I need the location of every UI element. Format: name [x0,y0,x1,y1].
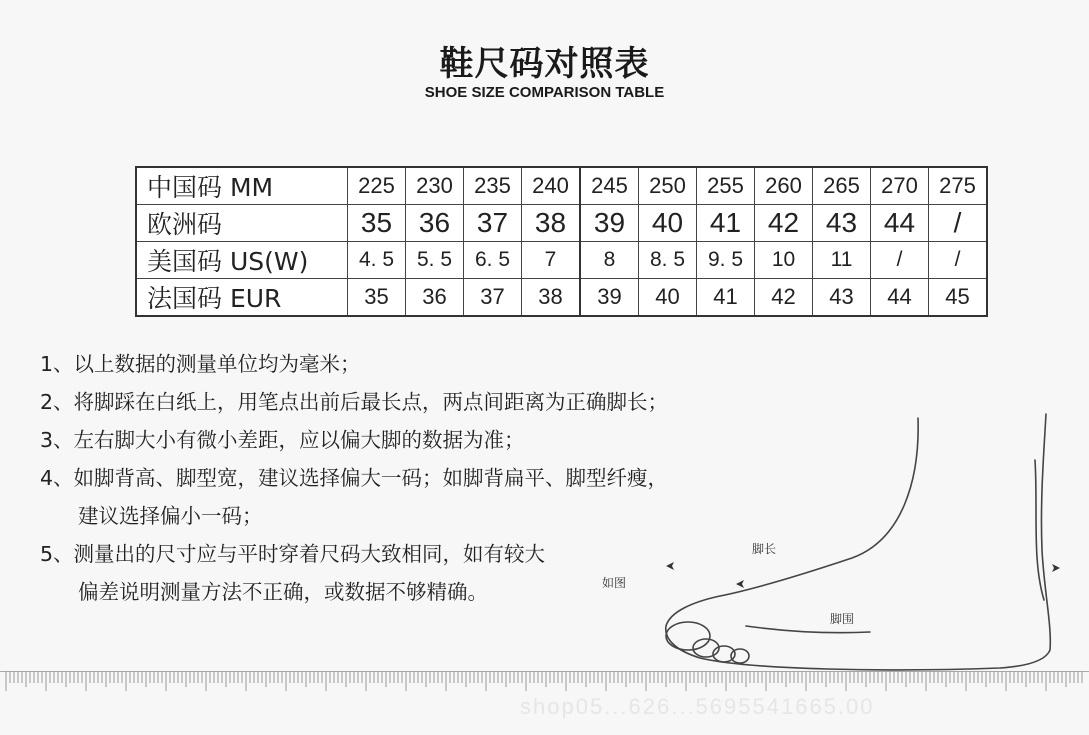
table-cell: 35 [348,279,406,317]
page-subtitle: SHOE SIZE COMPARISON TABLE [424,84,665,101]
table-cell: 41 [697,279,755,317]
table-cell: 9. 5 [697,242,755,279]
table-cell: 39 [580,279,639,317]
size-comparison-table [135,166,988,317]
table-cell: 37 [464,205,522,242]
table-cell: 40 [639,205,697,242]
toe-4-icon [731,649,749,663]
table-cell: 270 [871,167,929,205]
table-cell: 39 [580,205,639,242]
table-cell: 240 [522,167,581,205]
table-cell: 42 [755,279,813,317]
arrow-left-icon [666,562,674,570]
arrow-right-icon [1052,564,1060,572]
table-cell: 44 [871,205,929,242]
big-toe-icon [666,622,710,650]
example-label: 如图 [602,576,627,590]
table-cell: 40 [639,279,697,317]
table-cell: 8. 5 [639,242,697,279]
table-cell: 35 [348,205,406,242]
table-cell: 265 [813,167,871,205]
arrow-left-icon [736,580,744,588]
table-cell: 37 [464,279,522,317]
table-cell: 4. 5 [348,242,406,279]
table-cell: 42 [755,205,813,242]
table-row-us-w [136,242,987,279]
table-cell: 245 [580,167,639,205]
table-row-cn-mm [136,167,987,205]
foot-measurement-diagram [640,400,1060,680]
table-cell: 230 [406,167,464,205]
note-4-continued: 建议选择偏小一码； [78,504,263,528]
table-cell: 5. 5 [406,242,464,279]
table-cell: 45 [929,279,988,317]
row-label: 中国码 MM [136,167,348,205]
note-1: 1、以上数据的测量单位均为毫米； [40,352,361,376]
note-2: 2、将脚踩在白纸上，用笔点出前后最长点，两点间距离为正确脚长； [40,390,669,414]
table-cell: 36 [406,279,464,317]
note-5-continued: 偏差说明测量方法不正确，或数据不够精确。 [78,580,488,604]
table-cell: 38 [522,205,581,242]
note-4: 4、如脚背高、脚型宽，建议选择偏大一码；如脚背扁平、脚型纤瘦， [40,466,669,490]
table-cell: 10 [755,242,813,279]
measurement-notes [40,345,668,611]
table-cell: 260 [755,167,813,205]
table-cell: 6. 5 [464,242,522,279]
row-label: 美国码 US(W) [136,242,348,279]
foot-girth-label: 脚围 [830,612,855,626]
table-cell: 7 [522,242,581,279]
table-row-fr-eur [136,279,987,317]
table-cell: / [871,242,929,279]
toe-2-icon [693,639,719,657]
table-cell: 43 [813,279,871,317]
table-cell: 8 [580,242,639,279]
table-cell: 225 [348,167,406,205]
table-cell: 255 [697,167,755,205]
table-cell: 41 [697,205,755,242]
page-title: 鞋尺码对照表 [439,44,650,84]
table-cell: 43 [813,205,871,242]
foot-length-label: 脚长 [752,542,777,556]
arch-line [746,626,870,633]
table-cell: 250 [639,167,697,205]
table-row-eu [136,205,987,242]
table-cell: 11 [813,242,871,279]
watermark: shop05...626...5695541665.00 [520,694,875,719]
table-cell: 235 [464,167,522,205]
note-5: 5、测量出的尺寸应与平时穿着尺码大致相同，如有较大 [40,542,546,566]
ruler [0,664,1089,692]
row-label: 法国码 EUR [136,279,348,317]
row-label: 欧洲码 [136,205,348,242]
table-cell: 44 [871,279,929,317]
table-cell: / [929,205,988,242]
foot-outline [666,414,1051,670]
note-3: 3、左右脚大小有微小差距，应以偏大脚的数据为准； [40,428,525,452]
table-cell: 38 [522,279,581,317]
table-cell: 36 [406,205,464,242]
table-cell: / [929,242,988,279]
table-cell: 275 [929,167,988,205]
